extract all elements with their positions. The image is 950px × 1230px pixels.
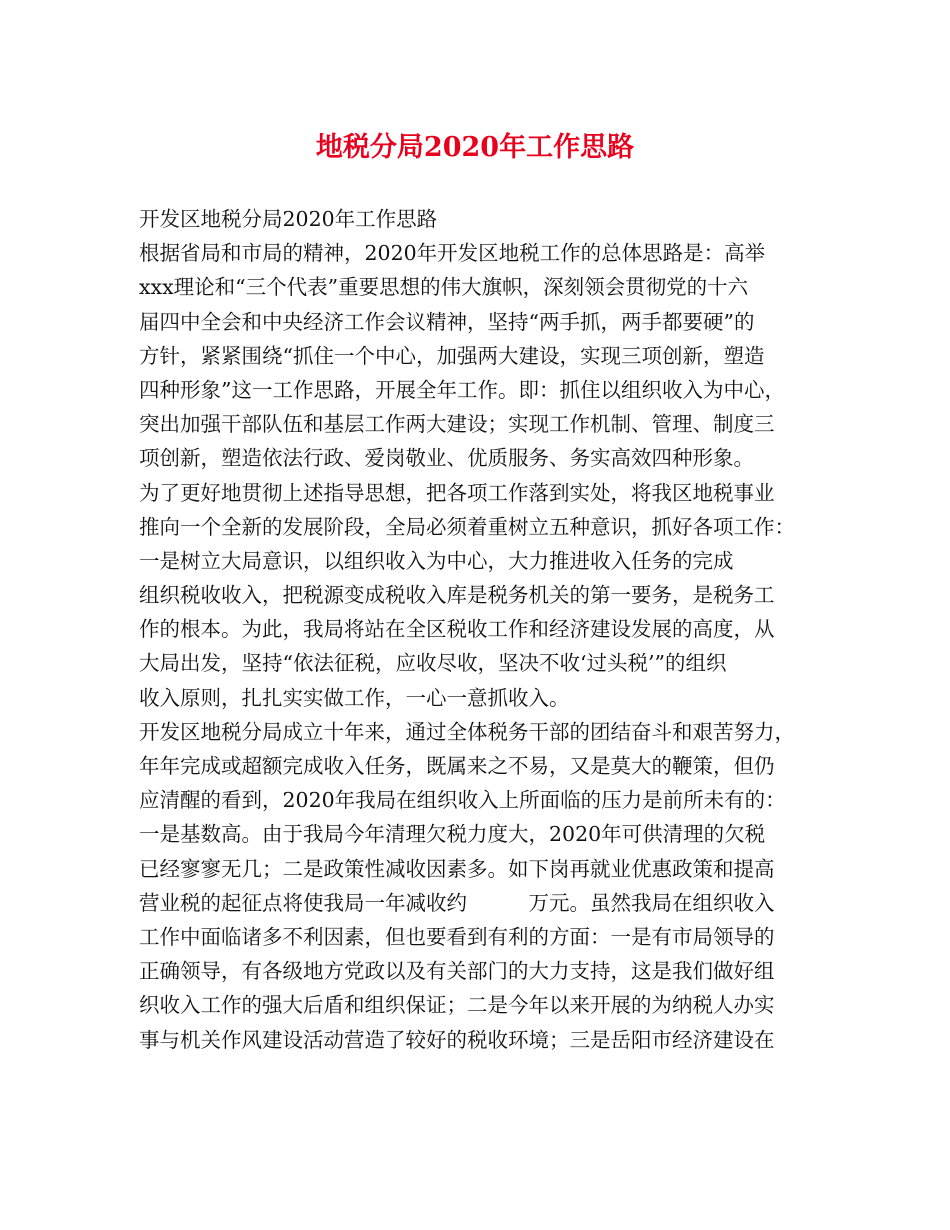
text-line: 四种形象”这一工作思路，开展全年工作。即：抓住以组织收入为中心， — [139, 377, 785, 402]
text-line: 大局出发，坚持“依法征税，应收尽收，坚决不收‘过头税’”的组织 — [139, 651, 727, 676]
text-line: 届四中全会和中央经济工作会议精神，坚持“两手抓，两手都要硬”的 — [139, 309, 755, 334]
text-line: 收入原则，扎扎实实做工作，一心一意抓收入。 — [139, 685, 570, 710]
text-line: 工作中面临诸多不利因素，但也要看到有利的方面：一是有市局领导的 — [139, 924, 775, 949]
text-line: xxx理论和“三个代表”重要思想的伟大旗帜，深刻领会贯彻党的十六 — [139, 275, 749, 300]
text-line: 项创新，塑造依法行政、爱岗敬业、优质服务、务实高效四种形象。 — [139, 446, 754, 471]
text-line: 根据省局和市局的精神，2020年开发区地税工作的总体思路是：高举 — [139, 241, 766, 266]
text-line: 一是树立大局意识，以组织收入为中心，大力推进收入任务的完成 — [139, 548, 734, 573]
text-line: 开发区地税分局成立十年来，通过全体税务干部的团结奋斗和艰苦努力， — [139, 719, 795, 744]
text-line: 应清醒的看到，2020年我局在组织收入上所面临的压力是前所未有的： — [139, 788, 786, 813]
text-line: 已经寥寥无几；二是政策性减收因素多。如下岗再就业优惠政策和提高 — [139, 856, 775, 881]
text-line: 事与机关作风建设活动营造了较好的税收环境；三是岳阳市经济建设在 — [139, 1027, 775, 1052]
text-line: 年年完成或超额完成收入任务，既属来之不易，又是莫大的鞭策，但仍 — [139, 754, 775, 778]
text-line: 组织税收收入，把税源变成税收入库是税务机关的第一要务，是税务工 — [139, 583, 775, 608]
text-line: 织收入工作的强大后盾和组织保证；二是今年以来开展的为纳税人办实 — [139, 993, 775, 1018]
text-line: 突出加强干部队伍和基层工作两大建设；实现工作机制、管理、制度三 — [139, 412, 775, 437]
text-line: 作的根本。为此，我局将站在全区税收工作和经济建设发展的高度，从 — [139, 617, 775, 642]
text-line: 营业税的起征点将使我局一年减收约 万元。虽然我局在组织收入 — [139, 890, 775, 915]
text-line: 正确领导，有各级地方党政以及有关部门的大力支持，这是我们做好组 — [139, 959, 775, 984]
text-line: 为了更好地贯彻上述指导思想，把各项工作落到实处，将我区地税事业 — [139, 480, 775, 505]
document-title: 地税分局2020年工作思路 — [315, 132, 635, 163]
document-body — [139, 202, 829, 1057]
text-line: 开发区地税分局2020年工作思路 — [139, 207, 438, 231]
text-line: 方针，紧紧围绕“抓住一个中心，加强两大建设，实现三项创新，塑造 — [139, 343, 765, 368]
text-line: 推向一个全新的发展阶段，全局必须着重树立五种意识，抓好各项工作： — [139, 514, 795, 539]
text-line: 一是基数高。由于我局今年清理欠税力度大，2020年可供清理的欠税 — [139, 822, 766, 847]
